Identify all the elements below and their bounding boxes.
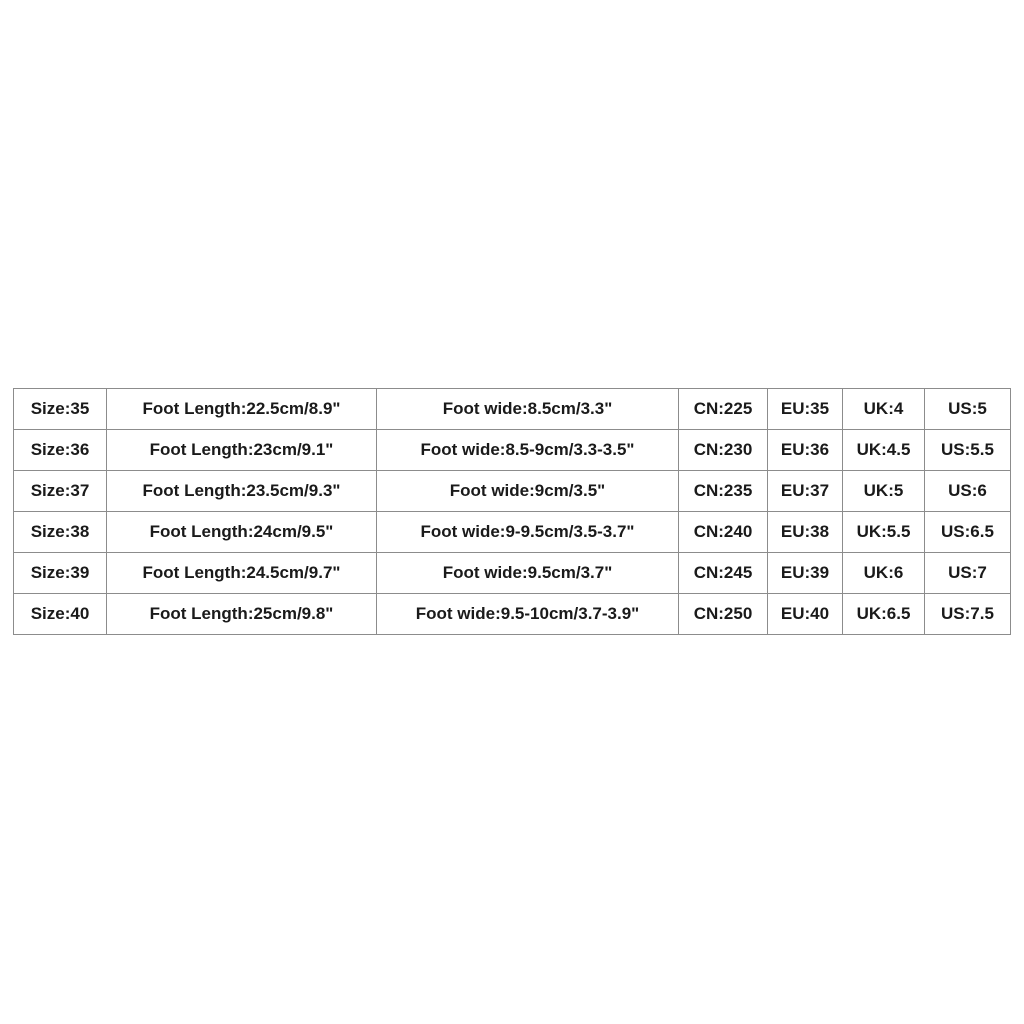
foot-wide-cell: Foot wide:9.5-10cm/3.7-3.9" xyxy=(377,594,679,635)
uk-size-cell: UK:6.5 xyxy=(843,594,925,635)
uk-size-cell: UK:5.5 xyxy=(843,512,925,553)
size-cell: Size:40 xyxy=(14,594,107,635)
cn-size-cell: CN:240 xyxy=(679,512,768,553)
foot-length-cell: Foot Length:25cm/9.8" xyxy=(107,594,377,635)
foot-wide-cell: Foot wide:8.5cm/3.3" xyxy=(377,389,679,430)
foot-wide-cell: Foot wide:9cm/3.5" xyxy=(377,471,679,512)
eu-size-cell: EU:36 xyxy=(768,430,843,471)
cn-size-cell: CN:230 xyxy=(679,430,768,471)
cn-size-cell: CN:250 xyxy=(679,594,768,635)
size-chart-table xyxy=(13,388,1011,635)
us-size-cell: US:5.5 xyxy=(925,430,1011,471)
table-row xyxy=(14,389,1011,430)
foot-length-cell: Foot Length:24cm/9.5" xyxy=(107,512,377,553)
uk-size-cell: UK:5 xyxy=(843,471,925,512)
foot-wide-cell: Foot wide:8.5-9cm/3.3-3.5" xyxy=(377,430,679,471)
table-row xyxy=(14,471,1011,512)
us-size-cell: US:6 xyxy=(925,471,1011,512)
uk-size-cell: UK:4 xyxy=(843,389,925,430)
size-cell: Size:37 xyxy=(14,471,107,512)
uk-size-cell: UK:6 xyxy=(843,553,925,594)
table-row xyxy=(14,512,1011,553)
table-row xyxy=(14,430,1011,471)
foot-wide-cell: Foot wide:9.5cm/3.7" xyxy=(377,553,679,594)
eu-size-cell: EU:37 xyxy=(768,471,843,512)
foot-length-cell: Foot Length:23.5cm/9.3" xyxy=(107,471,377,512)
size-cell: Size:39 xyxy=(14,553,107,594)
foot-length-cell: Foot Length:23cm/9.1" xyxy=(107,430,377,471)
us-size-cell: US:7.5 xyxy=(925,594,1011,635)
table-row xyxy=(14,594,1011,635)
size-cell: Size:36 xyxy=(14,430,107,471)
eu-size-cell: EU:39 xyxy=(768,553,843,594)
cn-size-cell: CN:235 xyxy=(679,471,768,512)
eu-size-cell: EU:38 xyxy=(768,512,843,553)
uk-size-cell: UK:4.5 xyxy=(843,430,925,471)
foot-length-cell: Foot Length:24.5cm/9.7" xyxy=(107,553,377,594)
foot-length-cell: Foot Length:22.5cm/8.9" xyxy=(107,389,377,430)
eu-size-cell: EU:40 xyxy=(768,594,843,635)
cn-size-cell: CN:245 xyxy=(679,553,768,594)
us-size-cell: US:5 xyxy=(925,389,1011,430)
us-size-cell: US:6.5 xyxy=(925,512,1011,553)
foot-wide-cell: Foot wide:9-9.5cm/3.5-3.7" xyxy=(377,512,679,553)
size-cell: Size:35 xyxy=(14,389,107,430)
us-size-cell: US:7 xyxy=(925,553,1011,594)
table-row xyxy=(14,553,1011,594)
cn-size-cell: CN:225 xyxy=(679,389,768,430)
size-cell: Size:38 xyxy=(14,512,107,553)
eu-size-cell: EU:35 xyxy=(768,389,843,430)
